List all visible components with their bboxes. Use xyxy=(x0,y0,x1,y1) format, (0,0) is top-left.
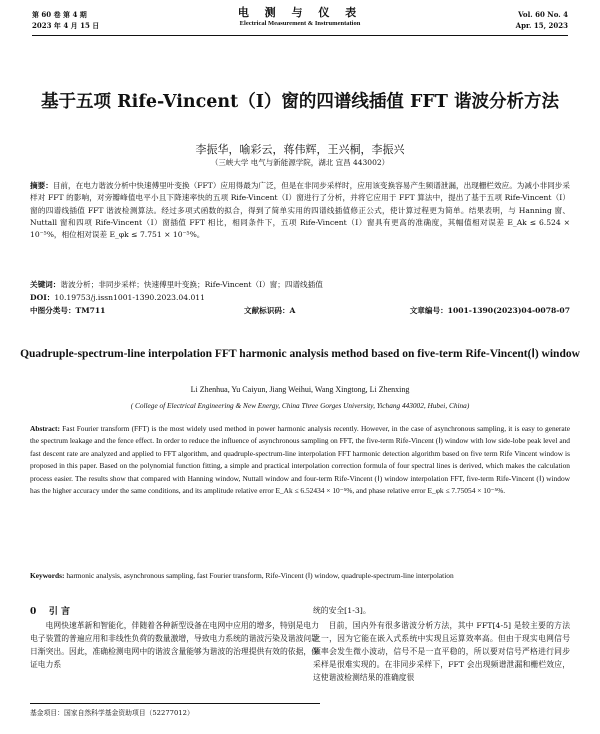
keywords-cn-text: 谐波分析；非同步采样；快速傅里叶变换；Rife-Vincent（Ⅰ）窗；四谱线插值 xyxy=(60,280,323,289)
intro-right-column-start: 统的安全[1-3]。 xyxy=(313,606,371,615)
affiliation-en: ( College of Electrical Engineering & New Energy, China Three Gorges University, Yichang 443002, Hubei, China) xyxy=(130,401,470,410)
header-rule xyxy=(32,35,568,36)
authors-cn: 李振华，喻彩云，蒋伟辉，王兴桐，李振兴 xyxy=(195,143,405,156)
doi-line xyxy=(30,292,570,304)
keywords-cn xyxy=(30,279,570,291)
date-cn: 2023 年 4 月 15 日 xyxy=(32,21,100,30)
volume-en: Vol. 60 No. 4 xyxy=(518,10,568,19)
section-heading xyxy=(30,604,70,617)
abstract-cn-text: 目前，在电力谐波分析中快速傅里叶变换（FFT）应用得最为广泛，但是在非同步采样时，应用该变换容易产生频谱泄漏，出现栅栏效应。为减小非同步采样对 FFT 的影响，对旁瓣峰值电平小且下降速率快的五项 Rife-Vincent（Ⅰ）窗进行了分析，并将它应用于 FFT 算法中，提出了基于五项 Rife-Vincent（Ⅰ）窗的四谱线插值 FFT 谐波检测算法。经过多项式函数的拟合，得到了简单实用的四谱线插值修正公式，使计算过程更为简单。结果表明，与 Hanning 窗、Nuttall 窗和四项 Rife-Vincent（Ⅰ）窗插值 FFT 相比，相同条件下，五项 Rife-Vincent（Ⅰ）窗具有更高的准确度，其幅值相对误差 E_Ak ≤ 6.524 × 10⁻⁵%，相位相对误差 E_φk ≤ 7.751 × 10⁻⁵%。 xyxy=(30,181,570,240)
footnote-rule xyxy=(30,703,320,704)
abstract-en-label: Abstract: xyxy=(30,424,63,433)
title-cn: 基于五项 Rife-Vincent（Ⅰ）窗的四谱线插值 FFT 谐波分析方法 xyxy=(41,92,559,112)
abstract-en-text: Fast Fourier transform (FFT) is the most widely used method in power harmonic analysis recently. However, in the case of asynchronous sampling, it is easy to generate the spectrum leakage and the fence effect. In order to reduce the influence of asynchronous sampling on FFT, the five-term Rife-Vincent (Ⅰ) window with low side-lobe peak level and fast descent rate are analyzed and applied to FFT algorithm, and quadruple-spectrum-line interpolation FFT harmonic detection algorithm based on five term Rife Vincent window is proposed in this paper. Based on the polynomial function fitting, a simple and practical interpolation correction formula of four spectral lines is derived, which makes the calculation process easier. The results show that compared with Hanning window, Nuttall window and four-term Rife-Vincent (Ⅰ) window interpolation FFT, five-term Rife-Vincent (Ⅰ) window has the higher accuracy under the same conditions, and its amplitude relative error E_Ak ≤ 6.52434 × 10⁻⁵%, and phase relative error E_φk ≤ 7.75054 × 10⁻⁵%. xyxy=(30,424,571,496)
keywords-cn-label: 关键词： xyxy=(30,280,61,289)
title-en: Quadruple-spectrum-line interpolation FFT harmonic analysis method based on five-term Rife-Vincent(Ⅰ) window xyxy=(20,348,580,360)
intro-left-column: 电网快速革新和智能化，伴随着各种新型设备在电网中应用的增多，特别是电力电子装置的普遍应用和非线性负荷的数量激增，导致电力系统的谐波污染及谐波问题日渐突出。因此，准确检测电网中的谐波含量能够为谐波的治理提供有效的依据，保证电力系 xyxy=(30,621,319,669)
affiliation-cn: （三峡大学 电气与新能源学院，湖北 宜昌 443002） xyxy=(210,158,390,167)
article-number: 文章编号：1001-1390(2023)04-0078-07 xyxy=(409,306,570,315)
intro-right-column: 目前，国内外有很多谐波分析方法，其中 FFT[4-5] 是较主要的方法之一，因为它能在嵌入式系统中实现且运算效率高。但由于现实电网信号频率会发生微小波动，信号不是一直平稳的，所以要对信号严格进行同步采样是很难实现的。在非同步采样下，FFT 会出现频谱泄漏和栅栏效应，这使谐波检测结果的准确度很 xyxy=(313,621,570,682)
document-code: 文献标识码：A xyxy=(244,306,296,315)
header-right xyxy=(516,9,568,31)
clc-number: 中图分类号：TM711 xyxy=(30,306,106,315)
header-center xyxy=(32,6,568,28)
keywords-en-text: harmonic analysis, asynchronous sampling, fast Fourier transform, Rife-Vincent (Ⅰ) window, quadruple-spectrum-line interpolation xyxy=(66,571,454,580)
abstract-en xyxy=(30,423,570,497)
journal-name-en: Electrical Measurement & Instrumentation xyxy=(239,20,361,27)
volume-cn: 第 60 卷 第 4 期 xyxy=(32,10,87,19)
section-number: 0 xyxy=(30,607,37,617)
date-en: Apr. 15, 2023 xyxy=(515,21,568,30)
abstract-cn xyxy=(30,180,570,241)
doi-text: 10.19753/j.issn1001-1390.2023.04.011 xyxy=(54,293,205,302)
classification-row xyxy=(30,305,570,317)
journal-name-cn: 电 测 与 仪 表 xyxy=(237,6,363,19)
keywords-en xyxy=(30,570,570,582)
running-header xyxy=(32,6,568,34)
doi-label: DOI： xyxy=(30,293,55,302)
keywords-en-label: Keywords: xyxy=(30,571,67,580)
fund-footnote: 基金项目：国家自然科学基金资助项目（52277012） xyxy=(30,709,194,717)
authors-en: Li Zhenhua, Yu Caiyun, Jiang Weihui, Wang Xingtong, Li Zhenxing xyxy=(190,385,410,394)
section-title: 引 言 xyxy=(48,607,70,617)
abstract-cn-label: 摘要： xyxy=(30,181,53,190)
